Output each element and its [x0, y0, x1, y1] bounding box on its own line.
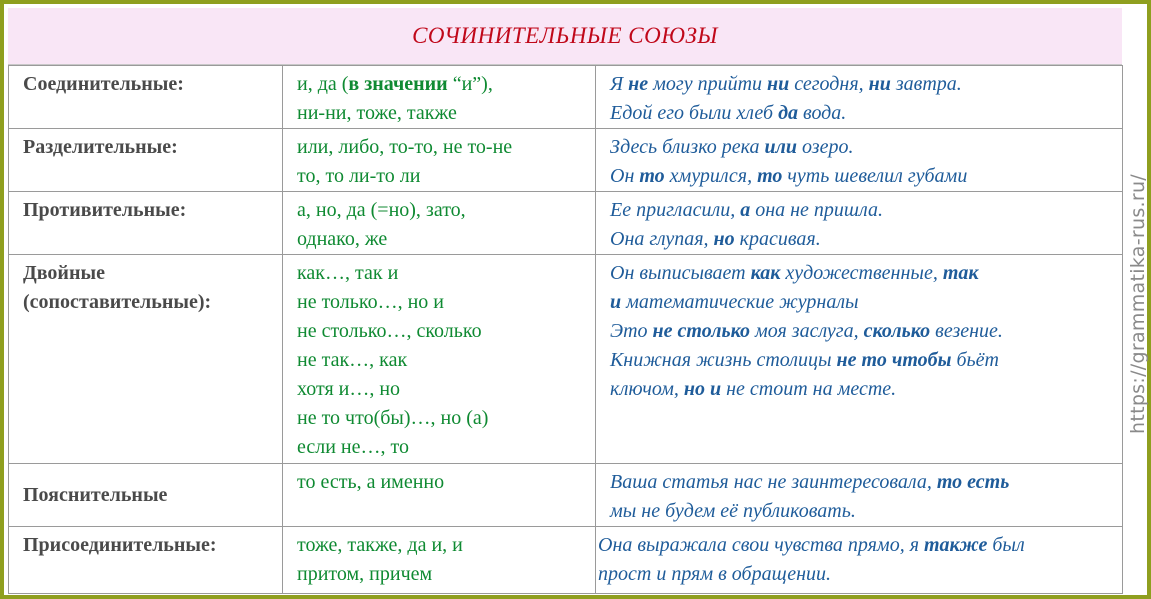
examples-cell [596, 255, 1123, 464]
text-segment: или, либо, то-то, не то-не [297, 136, 513, 158]
text-segment: как…, так и [297, 262, 399, 284]
text-segment: однако, же [297, 228, 388, 250]
cell-line [610, 259, 1122, 288]
cell-line [610, 317, 1122, 346]
text-segment: Он выписывает [610, 262, 751, 284]
cell-line [297, 162, 595, 191]
conjunctions-cell [283, 66, 596, 129]
page-title: СОЧИНИТЕЛЬНЫЕ СОЮЗЫ [412, 23, 718, 48]
conjunctions-cell [283, 255, 596, 464]
table-row [9, 255, 1123, 464]
text-segment: не стоит на месте. [721, 378, 897, 400]
cell-line [297, 317, 595, 346]
highlighted-conjunction: не столько [652, 320, 750, 342]
highlighted-conjunction: как [750, 262, 781, 284]
table-row [9, 527, 1123, 594]
text-segment: не столько…, сколько [297, 320, 482, 342]
cell-line [610, 497, 1122, 526]
highlighted-conjunction: ни [767, 73, 790, 95]
text-segment: завтра. [890, 73, 962, 95]
text-segment: вода. [798, 102, 847, 124]
highlighted-conjunction: и [610, 291, 622, 313]
text-segment: хотя и…, но [297, 378, 401, 400]
cell-line [610, 375, 1122, 404]
highlighted-conjunction: не [628, 73, 649, 95]
text-segment: не только…, но и [297, 291, 445, 313]
text-segment: не то что(бы)…, но (а) [297, 407, 489, 429]
table-row [9, 66, 1123, 129]
text-segment: был [987, 534, 1025, 556]
type-label: Соединительные: [23, 73, 184, 95]
text-segment: и, да ( [297, 73, 349, 95]
type-cell [9, 192, 283, 255]
text-segment: красивая. [734, 228, 821, 250]
examples-cell [596, 129, 1123, 192]
cell-line [297, 375, 595, 404]
type-cell [9, 129, 283, 192]
text-segment: Ваша статья нас не заинтересовала, [610, 471, 937, 493]
type-cell [9, 255, 283, 464]
highlighted-conjunction: ни [868, 73, 891, 95]
highlighted-conjunction: не то чтобы [836, 349, 952, 371]
highlighted-conjunction: в значении [348, 73, 448, 95]
text-segment: Я [610, 73, 629, 95]
cell-line [610, 468, 1122, 497]
highlighted-conjunction: но [713, 228, 735, 250]
cell-line [297, 225, 595, 254]
text-segment: Едой его были хлеб [610, 102, 779, 124]
conjunctions-table [8, 65, 1123, 594]
cell-line [297, 99, 595, 128]
watermark [1124, 8, 1151, 599]
type-label: Пояснительные [23, 483, 168, 506]
cell-line [610, 225, 1122, 254]
cell-line [610, 99, 1122, 128]
highlighted-conjunction: то [639, 165, 665, 187]
highlighted-conjunction: сколько [863, 320, 931, 342]
text-segment: хмурился, [664, 165, 758, 187]
cell-line [610, 346, 1122, 375]
title-bar [8, 8, 1122, 65]
text-segment: ни-ни, тоже, также [297, 102, 457, 124]
cell-line [297, 346, 595, 375]
cell-line [610, 133, 1122, 162]
text-segment: то, то ли-то ли [297, 165, 421, 187]
table-row [9, 464, 1123, 527]
type-cell [9, 527, 283, 594]
text-segment: если не…, то [297, 436, 409, 458]
type-cell [9, 464, 283, 527]
cell-line [610, 288, 1122, 317]
highlighted-conjunction: или [764, 136, 798, 158]
highlighted-conjunction: так [942, 262, 979, 284]
cell-line [297, 288, 595, 317]
text-segment: Ее пригласили, [610, 199, 741, 221]
cell-line [297, 404, 595, 433]
text-segment: везение. [930, 320, 1003, 342]
text-segment: тоже, также, да и, и [297, 534, 463, 556]
conjunctions-cell [283, 129, 596, 192]
table-row [9, 192, 1123, 255]
highlighted-conjunction: также [924, 534, 988, 556]
text-segment: моя заслуга, [749, 320, 864, 342]
text-segment: чуть шевелил губами [782, 165, 968, 187]
text-segment: озеро. [797, 136, 854, 158]
text-segment: художественные, [780, 262, 943, 284]
cell-line [297, 560, 595, 589]
text-segment: математические журналы [621, 291, 859, 313]
text-segment: притом, причем [297, 563, 433, 585]
conjunctions-cell [283, 464, 596, 527]
cell-line [610, 196, 1122, 225]
text-segment: Здесь близко река [610, 136, 765, 158]
type-label: Разделительные: [23, 136, 178, 158]
text-segment: Она глупая, [610, 228, 714, 250]
cell-line [598, 560, 1122, 589]
examples-cell [596, 192, 1123, 255]
text-segment: сегодня, [789, 73, 869, 95]
text-segment: а, но, да (=но), зато, [297, 199, 466, 221]
table-row [9, 129, 1123, 192]
examples-cell [596, 527, 1123, 594]
text-segment: ключом, [610, 378, 684, 400]
conjunctions-cell [283, 527, 596, 594]
highlighted-conjunction: но и [683, 378, 722, 400]
cell-line [297, 133, 595, 162]
cell-line [297, 196, 595, 225]
text-segment: Он [610, 165, 640, 187]
type-label: Противительные: [23, 199, 187, 221]
text-segment: мы не будем её публиковать. [610, 500, 856, 522]
cell-line [297, 70, 595, 99]
examples-cell [596, 464, 1123, 527]
text-segment: могу прийти [648, 73, 768, 95]
text-segment: прост и прям в обращении. [598, 563, 831, 585]
cell-line [598, 531, 1122, 560]
text-segment: Она выражала свои чувства прямо, я [598, 534, 924, 556]
text-segment: Книжная жизнь столицы [610, 349, 837, 371]
text-segment: “и”), [447, 73, 493, 95]
type-cell [9, 66, 283, 129]
text-segment: она не пришла. [750, 199, 883, 221]
type-label: Двойные [23, 262, 105, 284]
cell-line [297, 259, 595, 288]
text-segment: то есть, а именно [297, 471, 445, 493]
cell-line [610, 70, 1122, 99]
examples-cell [596, 66, 1123, 129]
cell-line [610, 162, 1122, 191]
cell-line [297, 531, 595, 560]
highlighted-conjunction: то [757, 165, 783, 187]
type-label: (сопоставительные): [23, 291, 212, 313]
highlighted-conjunction: а [740, 199, 751, 221]
watermark-url: https://grammatika-rus.ru/ [1126, 173, 1149, 434]
cell-line [297, 433, 595, 462]
cell-line [297, 468, 595, 497]
conjunctions-cell [283, 192, 596, 255]
highlighted-conjunction: то есть [936, 471, 1010, 493]
text-segment: не так…, как [297, 349, 408, 371]
text-segment: Это [610, 320, 653, 342]
text-segment: бьёт [951, 349, 999, 371]
highlighted-conjunction: да [778, 102, 799, 124]
type-label: Присоединительные: [23, 534, 217, 556]
